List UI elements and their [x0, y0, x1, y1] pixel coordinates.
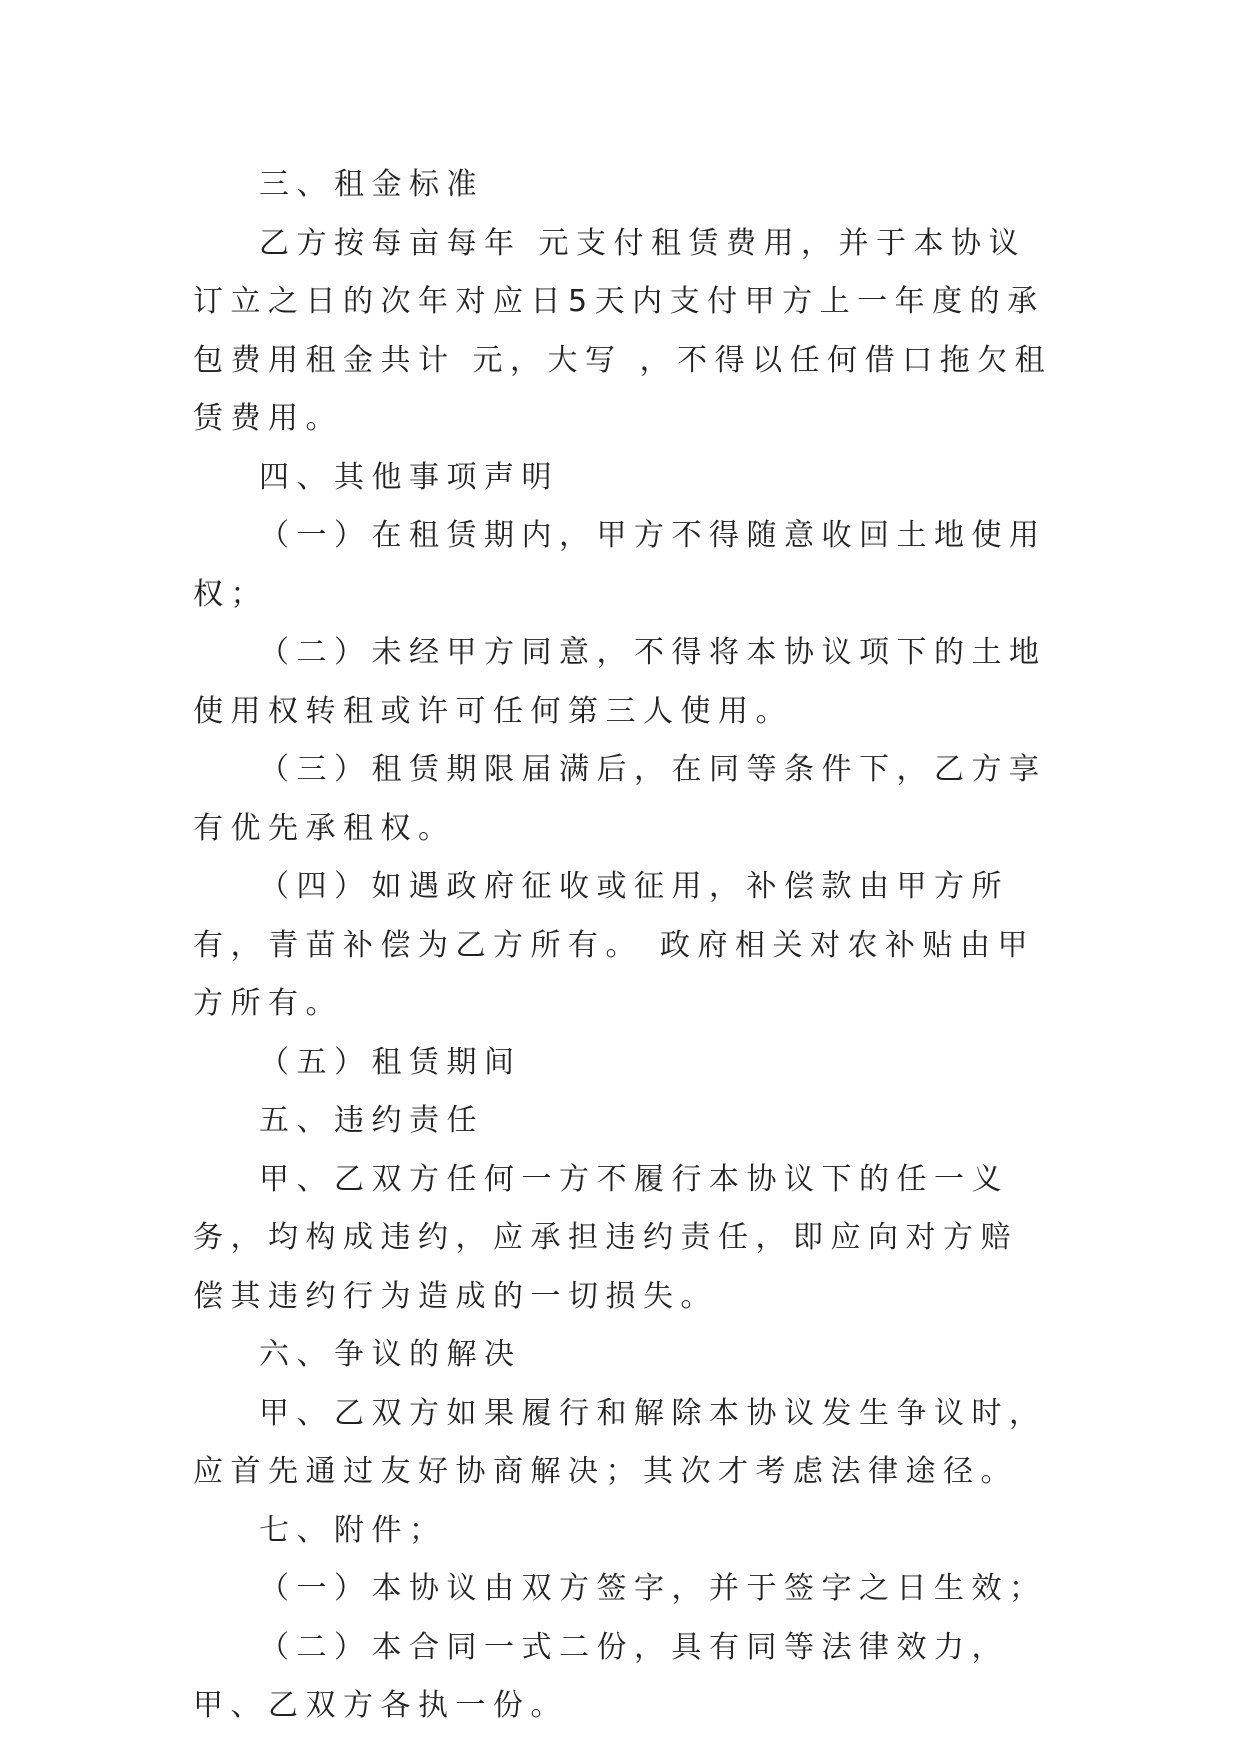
section-heading-dispute-resolution: 六、争议的解决	[259, 1337, 522, 1372]
section-heading-attachments: 七、附件；	[259, 1512, 447, 1548]
attachment-item-2: （二）本合同一式二份，具有同等法律效力，甲、乙双方各执一份。	[193, 1629, 1009, 1723]
section-heading-breach-liability: 五、违约责任	[259, 1103, 484, 1138]
section-heading-rent-standard: 三、租金标准	[259, 167, 484, 202]
clause-item-2: （二）未经甲方同意，不得将本协议项下的土地使用权转租或许可任何第三人使用。	[193, 635, 1047, 729]
clause-item-5: （五）租赁期间	[259, 1044, 522, 1080]
rent-payment-paragraph: 乙方按每亩每年 元支付租赁费用，并于本协议订立之日的次年对应日5天内支付甲方上一年度的承包费用租金共计 元，大写 ，不得以任何借口拖欠租赁费用。	[193, 225, 1053, 436]
document-body	[193, 156, 1053, 1736]
clause-item-3: （三）租赁期限届满后，在同等条件下，乙方享有优先承租权。	[193, 752, 1047, 846]
attachment-item-1: （一）本协议由双方签字，并于签字之日生效；	[259, 1571, 1047, 1606]
clause-item-4: （四）如遇政府征收或征用，补偿款由甲方所有，青苗补偿为乙方所有。 政府相关对农补贴由甲方所有。	[193, 869, 1036, 1021]
clause-item-1: （一）在租赁期内，甲方不得随意收回土地使用权；	[193, 518, 1047, 612]
section-heading-other-matters: 四、其他事项声明	[259, 459, 559, 495]
breach-liability-paragraph: 甲、乙双方任何一方不履行本协议下的任一义务，均构成违约，应承担违约责任，即应向对方赔偿其违约行为造成的一切损失。	[193, 1161, 1018, 1314]
dispute-resolution-paragraph: 甲、乙双方如果履行和解除本协议发生争议时，应首先通过友好协商解决；其次才考虑法律途径。	[193, 1395, 1047, 1489]
